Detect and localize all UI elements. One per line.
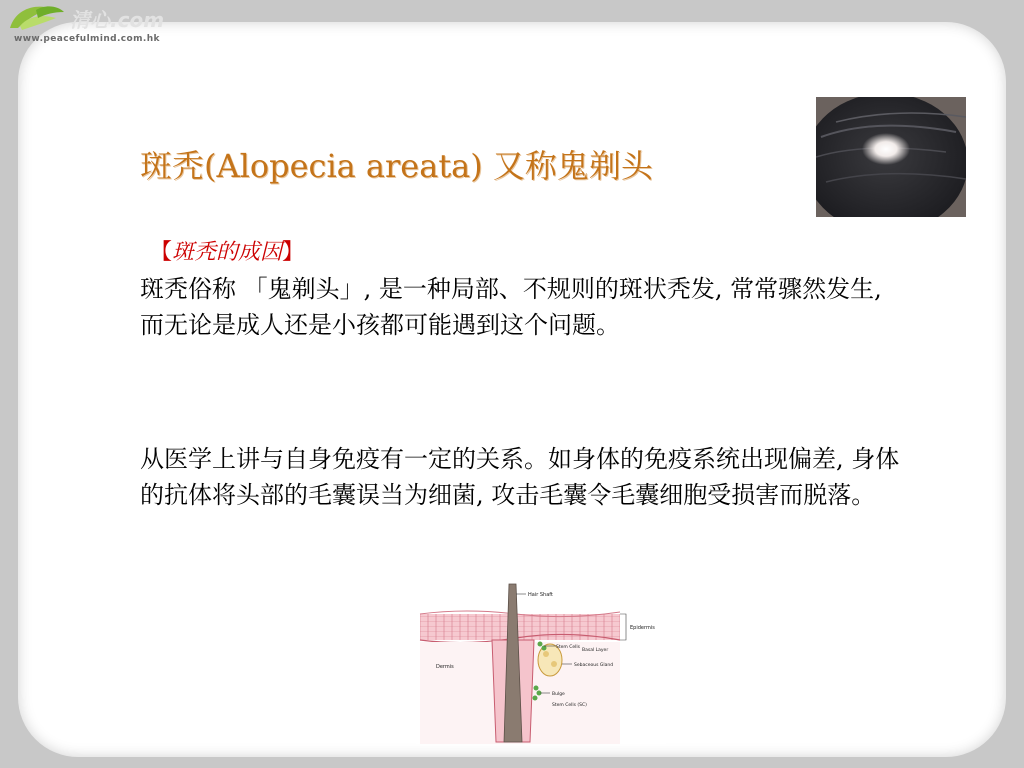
label-hair-shaft: Hair Shaft	[528, 592, 553, 598]
label-stem-cells-sc: Stem Cells (SC)	[552, 703, 587, 708]
slide-title: 斑秃(Alopecia areata) 又称鬼剃头	[140, 147, 653, 185]
label-sebaceous-gland: Sebaceous Gland	[574, 663, 614, 668]
label-basal-layer: Basal Layer	[582, 648, 609, 653]
paragraph-cause: 从医学上讲与自身免疫有一定的关系。如身体的免疫系统出现偏差, 身体的抗体将头部的毛囊误当为细菌, 攻击毛囊令毛囊细胞受损害而脱落。	[140, 445, 900, 509]
label-stem-cells: Stem Cells	[556, 645, 580, 650]
hair-follicle-diagram	[416, 582, 666, 744]
bracket-open: 【	[150, 240, 173, 265]
bracket-close: 】	[282, 240, 305, 265]
paragraph-definition: 斑秃俗称 「鬼剃头」, 是一种局部、不规则的斑状秃发, 常常骤然发生, 而无论是成人还是小孩都可能遇到这个问题。	[140, 275, 882, 339]
brand-name: 清心.com	[70, 8, 165, 32]
site-url: www.peacefulmind.com.hk	[14, 34, 160, 44]
leaf-logo-icon	[6, 2, 66, 34]
label-epidermis: Epidermis	[630, 625, 655, 631]
section-heading-text: 斑秃的成因	[172, 240, 283, 265]
label-bulge: Bulge	[552, 692, 565, 697]
alopecia-scalp-photo	[816, 97, 966, 217]
site-logo[interactable]	[6, 2, 166, 46]
section-heading	[150, 235, 304, 266]
label-dermis: Dermis	[436, 664, 454, 670]
